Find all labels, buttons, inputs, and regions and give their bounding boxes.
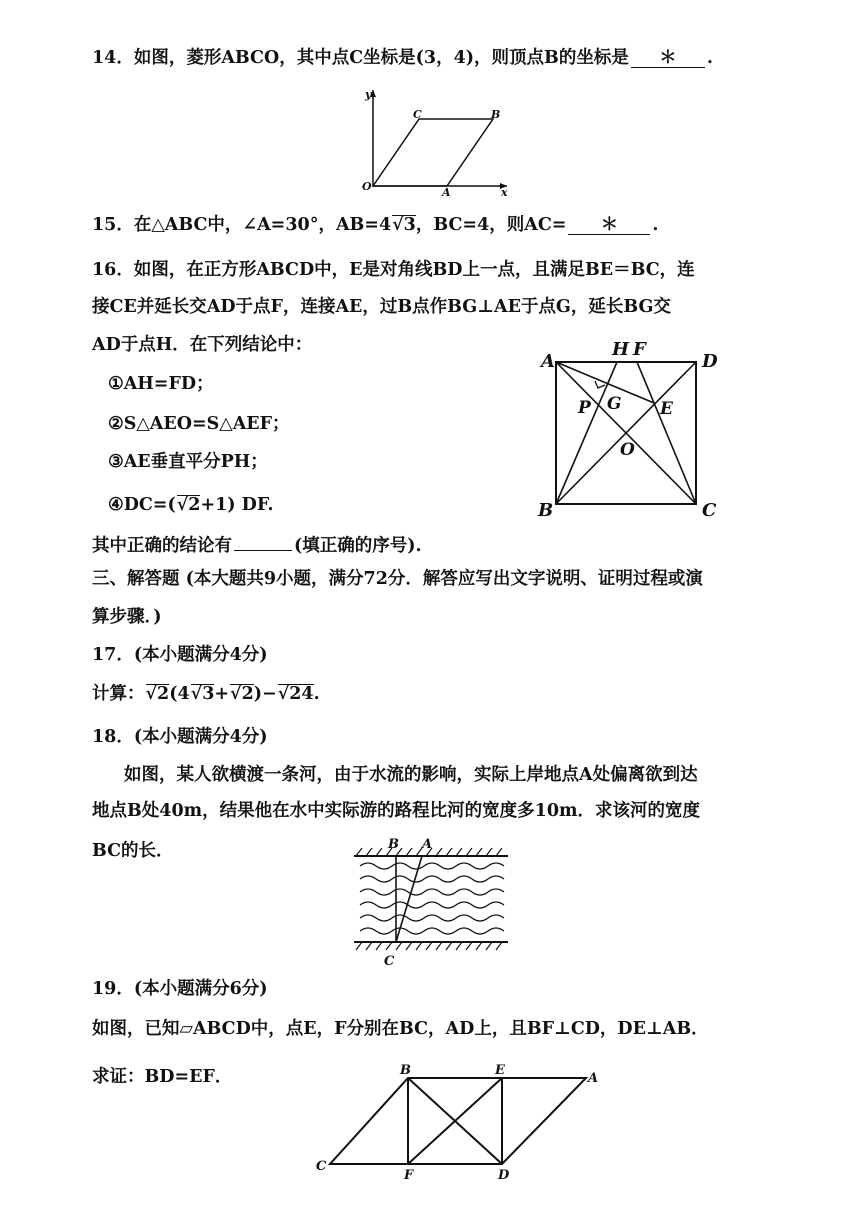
q19-fig-B: B [400, 1063, 411, 1078]
q14-fig-A: A [442, 186, 451, 199]
q16-line-2: 接CE并延长交AD于点F，连接AE，过B点作BG⊥AE于点G，延长BG交 [92, 297, 671, 317]
q16-fig-O: O [620, 440, 635, 460]
q16-c4-part-b: +1) DF. [200, 495, 274, 515]
q16-fig-C: C [702, 500, 717, 521]
q15-p2: ，BC=4，则AC= [415, 215, 567, 235]
q18-water-waves [360, 863, 504, 934]
q17-radicand-2: 3 [202, 684, 215, 704]
q15-line [92, 214, 659, 236]
q16-fig-E: E [660, 399, 673, 419]
q18-line-2: 地点B处40m，结果他在水中实际游的路程比河的宽度多10m．求该河的宽度 [92, 801, 701, 821]
section-3-line-1: 三、解答题 (本大题共9小题，满分72分．解答应写出文字说明、证明过程或演 [92, 569, 703, 589]
q18-fig-A: A [422, 837, 433, 852]
q17-sqrt-3: √2 [230, 684, 254, 704]
q16-answer-blank [234, 550, 292, 551]
q16-c4-part-a: ④DC=( [108, 495, 176, 515]
q16-conclusion-2: ②S△AEO=S△AEF； [108, 414, 290, 434]
q14-fig-x: x [501, 186, 508, 199]
q14-figure [355, 84, 515, 199]
q17-radicand-1: 2 [157, 684, 170, 704]
q14-end: . [706, 48, 713, 68]
q16-figure [536, 336, 736, 521]
q17-head: 17．(本小题满分4分) [92, 645, 268, 665]
q16-c4-radicand: 2 [188, 495, 201, 515]
q17-expression [92, 683, 320, 705]
q16-fig-D: D [702, 351, 718, 372]
q16-conclusion-4 [108, 494, 274, 516]
q16-c4-sqrt: √2 [176, 495, 201, 515]
q17-m3: )− [253, 684, 277, 704]
q17-sqrt-2: √3 [190, 684, 215, 704]
q17-calc-label: 计算： [92, 684, 145, 704]
q17-sqrt-1: √2 [145, 684, 170, 704]
q17-radicand-4: 24 [289, 684, 314, 704]
q18-line-3: BC的长． [92, 841, 174, 861]
q14-text: 14．如图，菱形ABCO，其中点C坐标是(3，4)，则顶点B的坐标是 [92, 48, 629, 68]
q15-end: . [652, 215, 659, 235]
q19-figure [308, 1058, 608, 1186]
q17-m1: (4 [169, 684, 190, 704]
q16-answer-prompt: 其中正确的结论有 [92, 536, 232, 556]
q17-m2: + [214, 684, 230, 704]
q15-p1: 15．在△ABC中，∠A=30°，AB=4 [92, 215, 392, 235]
q19-fig-A: A [588, 1071, 599, 1086]
q14-answer-blank: ＊ [631, 49, 705, 68]
q16-answer-hint: (填正确的序号). [294, 536, 422, 556]
q17-radicand-3: 2 [241, 684, 254, 704]
q15-sqrt: √3 [392, 215, 416, 235]
q18-fig-C: C [384, 954, 395, 969]
q16-conclusion-1: ①AH=FD； [108, 374, 214, 394]
q16-line-3: AD于点H．在下列结论中： [92, 335, 313, 355]
q18-figure [340, 834, 520, 970]
q19-head: 19．(本小题满分6分) [92, 979, 268, 999]
q17-sqrt-4: √24 [277, 684, 314, 704]
q15-radicand: 3 [403, 215, 416, 235]
q18-head: 18．(本小题满分4分) [92, 727, 268, 747]
q19-fig-F: F [404, 1168, 414, 1183]
q16-line-1: 16．如图，在正方形ABCD中，E是对角线BD上一点，且满足BE＝BC，连 [92, 260, 695, 280]
q16-fig-P: P [578, 398, 591, 418]
q19-fig-E: E [495, 1063, 505, 1078]
section-3-line-2: 算步骤．) [92, 607, 162, 627]
q16-fig-A: A [541, 351, 555, 372]
q16-conclusion-3: ③AE垂直平分PH； [108, 452, 268, 472]
q19-fig-C: C [316, 1159, 327, 1174]
q19-fig-D: D [498, 1168, 510, 1183]
q14-line [92, 47, 713, 69]
q14-fig-C: C [413, 108, 422, 121]
q19-line-2: 求证：BD=EF． [92, 1067, 233, 1087]
q17-end: . [313, 684, 320, 704]
q16-answer-line [92, 535, 422, 557]
q14-fig-B: B [491, 108, 501, 121]
q18-bottom-hatch [356, 942, 502, 950]
q16-fig-B: B [538, 500, 554, 521]
q16-fig-F: F [633, 339, 646, 360]
q14-fig-y: y [365, 88, 372, 101]
q16-fig-H: H [612, 339, 630, 360]
q16-fig-G: G [607, 394, 622, 414]
q19-line-1: 如图，已知▱ABCD中，点E，F分别在BC，AD上，且BF⊥CD，DE⊥AB． [92, 1019, 709, 1039]
q18-line-1: 如图，某人欲横渡一条河，由于水流的影响，实际上岸地点A处偏离欲到达 [124, 765, 698, 785]
q15-answer-blank: ＊ [568, 216, 650, 235]
q14-fig-O: O [362, 180, 372, 193]
q18-fig-B: B [388, 837, 399, 852]
